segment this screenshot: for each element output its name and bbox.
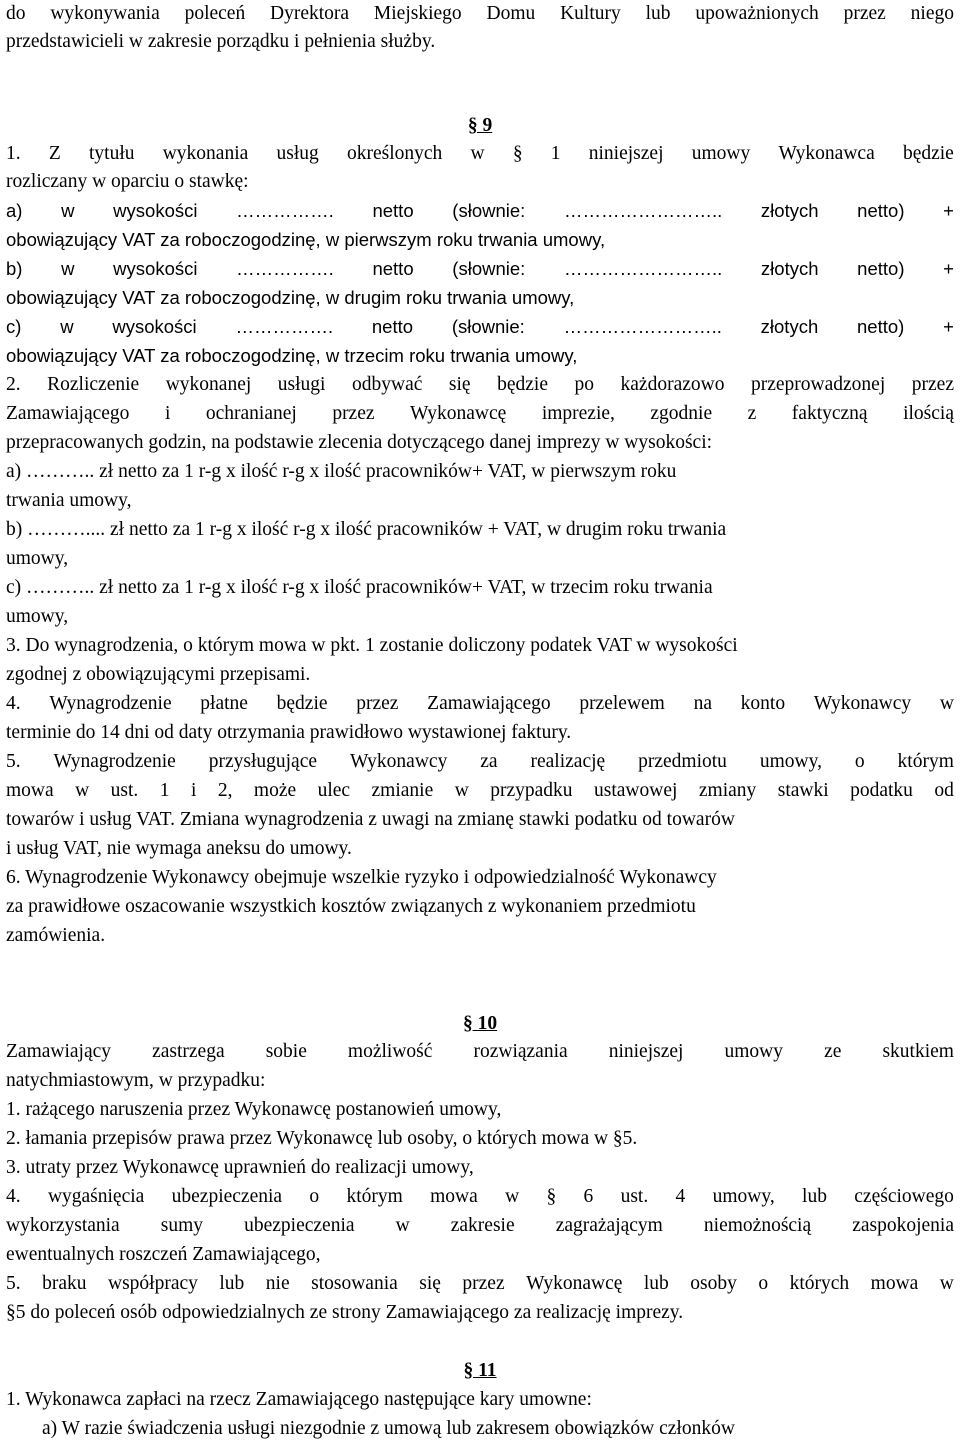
word: umowy [724,1041,784,1062]
word: wysokości [113,200,198,221]
word: za [480,751,498,772]
word: każdorazowo [620,374,725,395]
word: Dyrektora [270,3,350,24]
word: przypadku [490,780,573,801]
word: przysługujące [208,751,318,772]
word: odbywać [351,374,423,395]
word: i [190,780,197,801]
word: ze [824,1041,842,1062]
word: rozwiązania [473,1041,568,1062]
word: osoby [690,1273,737,1294]
word: na [693,693,712,714]
word: przedmiotu [638,751,727,772]
word: wykonywania [50,3,160,24]
word: sobie [265,1041,307,1062]
paragraph-line: 1. Wykonawca zapłaci na rzecz Zamawiającego następujące kary umowne: [6,1389,592,1410]
paragraph-line [6,28,954,56]
word: złotych [760,316,819,337]
list-item [6,1183,954,1211]
word: Rozliczenie [47,374,140,395]
word: zgodnie [650,403,713,424]
word: …………………….. [563,258,723,279]
settlement-line-a: a) ……….. zł netto za 1 r-g x ilość r-g x ilość pracowników+ VAT, w pierwszym roku [6,461,677,482]
word: faktyczną [791,403,868,424]
word: wysokości [113,258,198,279]
word: stosowania [311,1273,398,1294]
word: …………………….. [563,316,722,337]
word: w [939,693,954,714]
word: w [61,200,75,221]
word: ……………. [235,316,334,337]
word: a) [6,200,23,221]
list-item: 1. rażącego naruszenia przez Wykonawcę postanowień umowy, [6,1099,502,1120]
paragraph-line [6,690,954,718]
word: skutkiem [882,1041,954,1062]
paragraph-line: zamówienia. [6,925,106,946]
word: usługi [277,374,326,395]
word: c) [6,316,22,337]
word: sumy [160,1215,204,1236]
word: netto [372,258,414,279]
word: niniejszej [608,1041,684,1062]
word: ust. [110,780,139,801]
word: częściowego [854,1186,954,1207]
word: którym [346,1186,403,1207]
word: po [574,374,594,395]
list-item [6,1270,954,1298]
word: wykorzystania [6,1215,120,1236]
word: + [943,316,954,337]
word: Wykonawcę [410,403,507,424]
word: Kultury [560,3,621,24]
word: …………………….. [563,200,723,221]
word: w [60,316,74,337]
word: zastrzega [152,1041,225,1062]
list-item-cont [6,1212,954,1240]
word: podatku [850,780,913,801]
word: do [6,3,26,24]
section-heading-10: § 10 [462,1013,498,1034]
word: b) [6,258,23,279]
word: złotych [760,200,819,221]
paragraph-line: przepracowanych godzin, na podstawie zlecenia dotyczącego danej imprezy w wysokości: [6,432,713,453]
word: przez [356,693,399,714]
list-item: 2. łamania przepisów prawa przez Wykonawcę lub osoby, o których mowa w §5. [6,1128,638,1149]
word: braku [42,1273,87,1294]
settlement-line-c: c) ……….. zł netto za 1 r-g x ilość r-g x ilość pracowników+ VAT, w trzecim roku trwania [6,577,713,598]
word: 1 [550,143,561,164]
word: Wykonawca [778,143,875,164]
word: mowa [6,780,54,801]
word: z [747,403,757,424]
word: zmiany [698,780,757,801]
word: w [470,143,485,164]
word: + [943,258,954,279]
rate-line-a-cont: obowiązujący VAT za roboczogodzinę, w pierwszym roku trwania umowy, [6,229,606,250]
word: Wykonawcy [813,693,912,714]
paragraph-line [6,748,954,776]
word: 1. [6,143,21,164]
word: określonych [346,143,443,164]
word: netto) [857,258,905,279]
word: Wynagrodzenie [49,693,172,714]
list-item-cont: ewentualnych roszczeń Zamawiającego, [6,1244,321,1265]
word: umowy [691,143,751,164]
word: zakresie [450,1215,515,1236]
word: realizację [530,751,606,772]
word: (słownie: [451,316,525,337]
word: się [448,374,471,395]
word: 2. [6,374,21,395]
word: niemożnością [703,1215,812,1236]
word: ubezpieczenia [244,1215,355,1236]
paragraph-line: za prawidłowe oszacowanie wszystkich kosztów związanych z wykonaniem przedmiotu [6,896,696,917]
word: 2, [217,780,233,801]
word: się [419,1273,441,1294]
word: Wykonawcy [349,751,448,772]
word: współpracy [108,1273,198,1294]
word: w [454,780,469,801]
paragraph-line: 6. Wynagrodzenie Wykonawcy obejmuje wszelkie ryzyko i odpowiedzialność Wykonawcy [6,867,717,888]
word: Zamawiający [6,1041,112,1062]
word: mowa [430,1186,478,1207]
word: ilością [903,403,954,424]
settlement-line-c-cont: umowy, [6,606,69,627]
word: stawki [777,780,829,801]
settlement-line-a-cont: trwania umowy, [6,490,132,511]
word: netto) [857,200,905,221]
word: netto) [857,316,905,337]
word: ……………. [236,258,334,279]
word: lub [643,1273,669,1294]
word: możliwość [347,1041,433,1062]
word: netto [371,316,414,337]
word: przez [332,403,375,424]
word: którym [897,751,954,772]
word: ochranianej [205,403,297,424]
word: zaspokojenia [852,1215,954,1236]
paragraph-line [6,140,954,168]
rate-line-c [6,313,954,341]
paragraph-line: zgodnej z obowiązującymi przepisami. [6,664,311,685]
paragraph-line [6,0,954,28]
paragraph-line: i usług VAT, nie wymaga aneksu do umowy. [6,838,352,859]
word: umowy, [759,751,822,772]
word: wysokości [112,316,197,337]
word: o [854,751,865,772]
word: ubezpieczenia [171,1186,283,1207]
word: wykonanej [165,374,252,395]
word: konto [740,693,786,714]
word: 4 [675,1186,686,1207]
word: Zamawiającego [6,403,130,424]
word: i [164,403,171,424]
word: złotych [760,258,819,279]
paragraph-line: towarów i usług VAT. Zmiana wynagrodzenia z uwagi na zmianę stawki podatku od towarów [6,809,735,830]
word: przez [911,374,954,395]
word: Miejskiego [373,3,462,24]
paragraph-line: natychmiastowym, w przypadku: [6,1070,266,1091]
word: 4. [6,693,21,714]
word: będzie [276,693,328,714]
word: w [61,258,75,279]
word: 5. [6,1273,21,1294]
word: poleceń [184,3,246,24]
word: netto [372,200,414,221]
word: ……………. [236,200,334,221]
word: 4. [6,1186,21,1207]
word: ust. [620,1186,649,1207]
word: od [934,780,954,801]
section-heading-11: § 11 [463,1360,497,1381]
word: lub [645,3,671,24]
word: Z [48,143,61,164]
rate-line-a [6,197,954,225]
paragraph-line [6,371,954,399]
word: Zamawiającego [427,693,551,714]
word: umowy, [712,1186,775,1207]
word: mowa [870,1273,919,1294]
word: przez [462,1273,505,1294]
word: 5. [6,751,21,772]
word: przelewem [579,693,665,714]
word: Wykonawcę [526,1273,623,1294]
word: (słownie: [452,258,526,279]
paragraph-line: terminie do 14 dni od daty otrzymania prawidłowo wystawionej faktury. [6,722,572,743]
word: lub [219,1273,245,1294]
word: Wynagrodzenie [53,751,176,772]
word: zagrażającym [555,1215,663,1236]
word: § [512,143,523,164]
rate-line-b-cont: obowiązujący VAT za roboczogodzinę, w drugim roku trwania umowy, [6,287,575,308]
word: płatne [200,693,248,714]
paragraph-line [6,1038,954,1066]
word: § [546,1186,557,1207]
rate-line-b [6,255,954,283]
word: przeprowadzonej [750,374,886,395]
list-item: 3. utraty przez Wykonawcę uprawnień do realizacji umowy, [6,1157,474,1178]
word: o [309,1186,320,1207]
word: tytułu [88,143,135,164]
word: niniejszej [588,143,664,164]
word: będzie [497,374,548,395]
word: lub [802,1186,827,1207]
word: (słownie: [452,200,526,221]
word: o [758,1273,769,1294]
word: wygaśnięcia [47,1186,145,1207]
settlement-line-b-cont: umowy, [6,548,69,569]
word: w [75,780,90,801]
paragraph-line [6,777,954,805]
word: w [505,1186,520,1207]
word: Domu [486,3,536,24]
settlement-line-b: b) ……….... zł netto za 1 r-g x ilość r-g x ilość pracowników + VAT, w drugim roku trwania [6,519,727,540]
paragraph-line: rozliczany w oparciu o stawkę: [6,171,249,192]
paragraph-line [6,400,954,428]
word: 1 [159,780,170,801]
word: usług [276,143,319,164]
word: imprezie, [541,403,615,424]
rate-line-c-cont: obowiązujący VAT za roboczogodzinę, w trzecim roku trwania umowy, [6,345,578,366]
word: ulec [317,780,351,801]
word: upoważnionych [695,3,819,24]
word: przez [843,3,886,24]
word: zmianie [371,780,434,801]
list-item-cont: §5 do poleceń osób odpowiedzialnych ze strony Zamawiającego za realizację imprezy. [6,1302,684,1323]
word: niego [910,3,954,24]
paragraph-line: 3. Do wynagrodzenia, o którym mowa w pkt. 1 zostanie doliczony podatek VAT w wysokości [6,635,738,656]
word: może [253,780,297,801]
word: nie [265,1273,290,1294]
word: w [939,1273,954,1294]
word: ustawowej [594,780,678,801]
word: będzie [902,143,954,164]
list-item: a) W razie świadczenia usługi niezgodnie z umową lub zakresem obowiązków członków [42,1418,735,1439]
text: przedstawicieli w zakresie porządku i pełnienia służby. [6,31,436,52]
word: wykonania [162,143,249,164]
word: w [395,1215,410,1236]
word: 6 [583,1186,594,1207]
word: których [789,1273,850,1294]
section-heading-9: § 9 [467,115,493,136]
word: + [943,200,954,221]
